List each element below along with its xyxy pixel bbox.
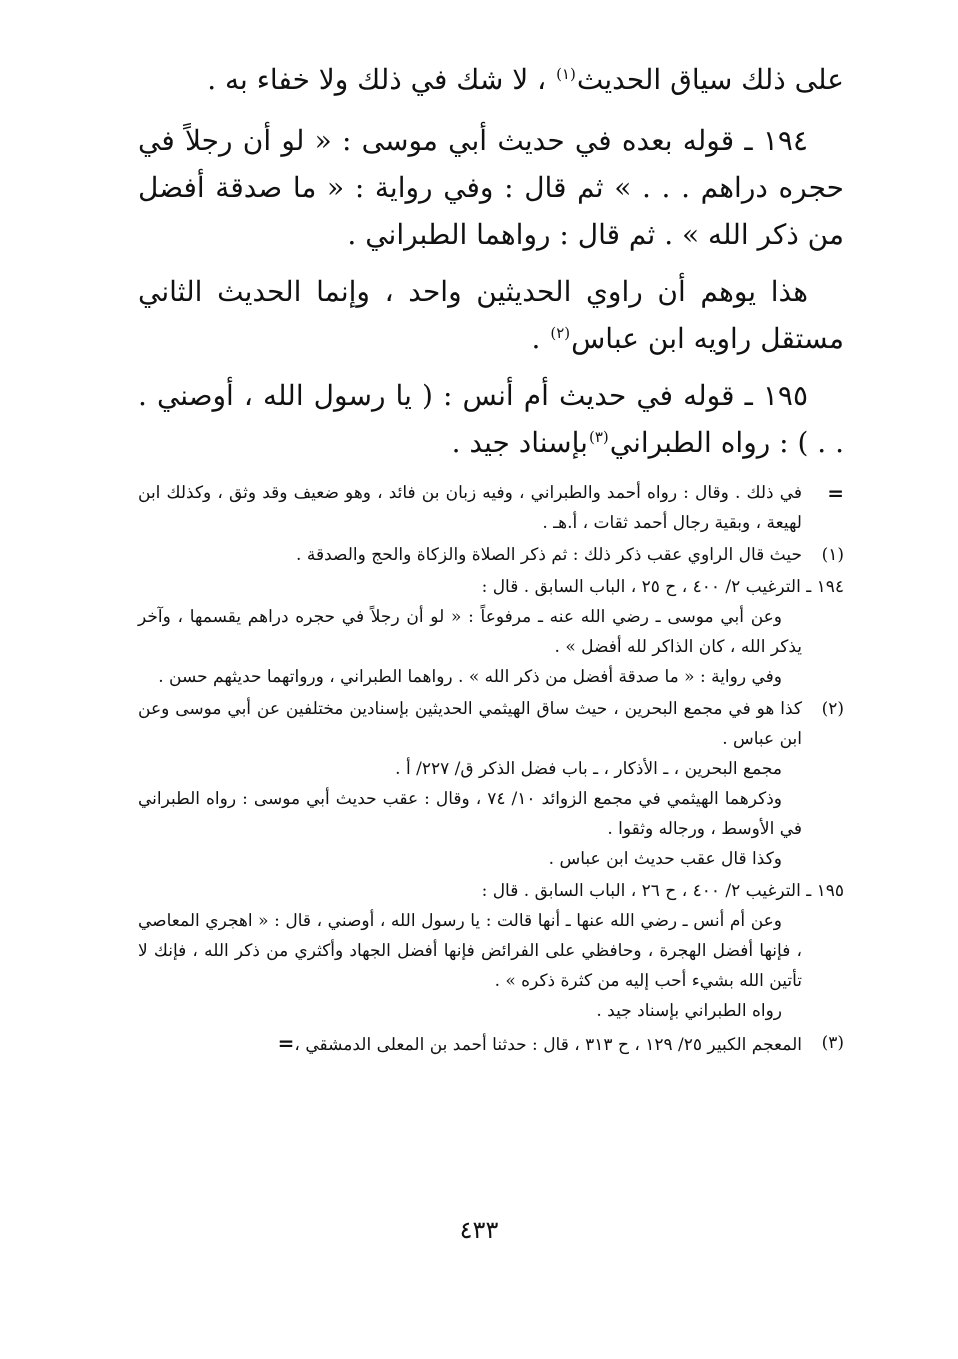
footnote-195-grading: رواه الطبراني بإسناد جيد .	[596, 1001, 782, 1021]
footnote-194-variant: وفي رواية : « ما صدقة أفضل من ذكر الله » . رواهما الطبراني ، ورواتهما حديثهم حسن .	[158, 667, 782, 687]
footnote-2-source: مجمع البحرين ، ـ الأذكار ، ـ باب فضل الذكر ق/ ٢٢٧/ أ .	[395, 759, 782, 779]
continuation-mark: =	[827, 481, 844, 505]
paragraph-comment-194-text: هذا يوهم أن راوي الحديثين واحد ، وإنما الحديث الثاني مستقل راويه ابن عباس	[138, 275, 844, 355]
footnote-2-text: كذا هو في مجمع البحرين ، حيث ساق الهيثمي الحديثين بإسنادين مختلفين عن أبي موسى وعن ابن عباس .	[138, 699, 802, 749]
footnote-2-haythami: وذكرهما الهيثمي في مجمع الزوائد ١٠/ ٧٤ ، وقال : عقب حديث أبي موسى : رواه الطبراني في الأوسط ، ورجاله وثقوا .	[138, 789, 802, 839]
paragraph-1-text: على ذلك سياق الحديث	[576, 63, 844, 96]
footnote-ref-3: (٣)	[588, 427, 609, 446]
footnote-3-continues-mark: =	[277, 1031, 295, 1055]
paragraph-1	[138, 56, 844, 103]
paragraph-comment-194	[138, 268, 844, 362]
footnote-ref-1: (١)	[556, 64, 576, 83]
footnote-3	[138, 1028, 844, 1060]
footnote-continuation-text: في ذلك . وقال : رواه أحمد والطبراني ، وفيه زبان بن فائد ، وهو ضعيف وقد وثق ، وكذلك ابن لهيعة ، وبقية رجال أحمد ثقات ، أ.هـ .	[138, 483, 802, 533]
footnote-1	[138, 540, 844, 570]
footnote-195-quote: وعن أم أنس ـ رضي الله عنها ـ أنها قالت : يا رسول الله ، أوصني ، قال : « اهجري المعاصي ، فإنها أفضل الهجرة ، وحافظي على الفرائض فإنها أفضل الجهاد وأكثري من ذكر الله ، فإنك لا تأتين الله بشيء أحب إليه من كثرة ذكره » .	[138, 911, 802, 991]
paragraph-195-tail: بإسناد جيد .	[451, 426, 588, 459]
book-page	[138, 56, 844, 1236]
footnote-3-marker: (٣)	[821, 1033, 844, 1053]
footnote-194	[138, 572, 844, 602]
footnote-194-heading: ١٩٤ ـ الترغيب ٢/ ٤٠٠ ، ح ٢٥ ، الباب السابق . قال :	[481, 577, 844, 597]
footnote-3-text	[138, 1028, 802, 1060]
footnotes	[138, 478, 844, 1060]
footnote-2-ibn-abbas: وكذا قال عقب حديث ابن عباس .	[548, 849, 782, 869]
footnote-continuation	[138, 478, 844, 538]
footnote-2-marker: (٢)	[821, 699, 844, 719]
footnote-2	[138, 694, 844, 754]
paragraph-194: ١٩٤ ـ قوله بعده في حديث أبي موسى : « لو أن رجلاً في حجره دراهم . . . » ثم قال : وفي رواية : « ما صدقة أفضل من ذكر الله » . ثم قال : رواهما الطبراني .	[138, 124, 844, 251]
footnote-194-quote: وعن أبي موسى ـ رضي الله عنه ـ مرفوعاً : « لو أن رجلاً في حجره دراهم يقسمها ، وآخر يذكر الله ، كان الذاكر لله أفضل » .	[138, 607, 802, 657]
footnote-ref-2: (٢)	[550, 323, 571, 342]
footnote-1-marker: (١)	[821, 545, 844, 565]
paragraph-195-text: ١٩٥ ـ قوله في حديث أم أنس : ( يا رسول الله ، أوصني . . . ) : رواه الطبراني	[138, 379, 844, 459]
footnote-195-heading: ١٩٥ ـ الترغيب ٢/ ٤٠٠ ، ح ٢٦ ، الباب السابق . قال :	[481, 881, 844, 901]
footnote-3-text-body: المعجم الكبير ٢٥/ ١٢٩ ، ح ٣١٣ ، قال : حدثنا أحمد بن المعلى الدمشقي ،	[294, 1035, 802, 1055]
page-number: ٤٣٣	[459, 1216, 499, 1244]
paragraph-comment-194-tail: .	[531, 322, 541, 355]
footnote-1-text: حيث قال الراوي عقب ذكر ذلك : ثم ذكر الصلاة والزكاة والحج والصدقة .	[296, 545, 802, 565]
paragraph-195	[138, 372, 844, 466]
footnote-195	[138, 876, 844, 906]
paragraph-1-tail: ، لا شك في ذلك ولا خفاء به .	[207, 63, 547, 96]
main-text	[138, 56, 844, 466]
